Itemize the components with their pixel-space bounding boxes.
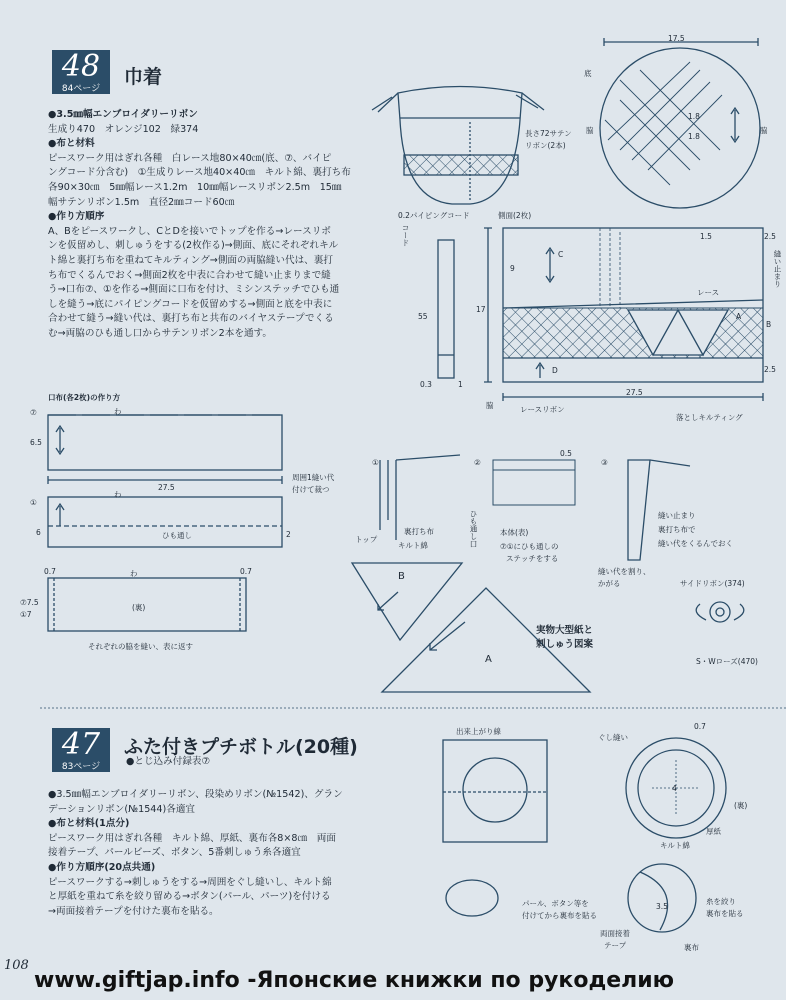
step-2: ② [474,458,481,467]
side-two-label: 側面(2枚) [498,211,532,220]
section-47-page-ref: 83ページ [61,762,101,772]
side-ribbon-label: サイドリボン(374) [680,579,745,588]
side-panel [484,228,763,401]
dim-3-5: 3.5 [656,902,668,911]
dim-27-5: 27.5 [626,388,643,397]
backside-label: (裏) [132,603,146,612]
cut-note-2: かがる [598,579,621,588]
fabric-line-47: 接着テープ、パールビーズ、ボタン、5番刺しゅう糸各適宜 [48,847,301,859]
steps-line: う→口布⑦、①を作る→側面に口布を付け、ミシンステッチでひも通 [48,284,340,296]
finish-line-label: 出来上がり線 [456,727,501,736]
steps-heading: ●作り方順序 [48,211,105,223]
himo-label: ひも通し [162,531,192,540]
section-48-badge [52,50,110,94]
pearl-note-1: パール、ボタン等を [522,899,589,908]
dim-0-5: 0.5 [560,449,572,458]
tape-note-2: テープ [604,941,627,950]
lace-label: レース [697,288,720,297]
ito-note-2: 裏布を貼る [706,909,744,918]
piping-label: 0.2パイピングコード [398,211,470,220]
cord-drawing [438,240,454,378]
materials-line: デーションリボン(№1544)各適宜 [48,803,196,815]
section-47-text [48,788,428,919]
dim-0-7-left: 0.7 [44,567,56,576]
fabric-heading: ●布と材料 [48,138,95,150]
steps-line: む→両脇のひも通し口からサテンリボン2本を通す。 [48,327,272,339]
dim-1-8-b: 1.8 [688,132,700,141]
stitch-note-2: ステッチをする [506,554,559,563]
dim-6: 6 [36,528,41,537]
mouth-1-label: ① [30,498,37,507]
dim-7: ①7 [20,610,32,619]
himo-guchi-label: ひも通し口 [469,510,478,548]
fold-note-1: 周囲1縫い代 [292,473,335,482]
steps-line: しを縫う→底にパイピングコードを仮留めする→側面と底を中表に [48,298,333,310]
side-left-label: 脇 [586,126,594,135]
materials-line: ●3.5㎜幅エンブロイダリーリボン、段染めリボン(№1542)、グラン [48,789,343,800]
circle-width: 17.5 [668,34,685,43]
side-right-label: 脇 [760,126,768,135]
mouth-fabric-title: 口布(各2枚)の作り方 [48,393,121,402]
section-47-number: 47 [61,727,101,762]
label-c: C [558,250,564,259]
section-47-title: ふた付きプチボトル(20種) [124,736,358,758]
bottom-circle [600,38,760,208]
dim-1-8-a: 1.8 [688,112,700,121]
ura-label: (裏) [734,801,748,810]
top-label: トップ [355,535,378,544]
section-48-number: 48 [61,49,101,84]
cut-note-1: 縫い代を割り、 [598,567,651,576]
section-47-badge [52,728,110,772]
dim-0-3: 0.3 [420,380,432,389]
step-3: ③ [601,458,608,467]
sw-rose-label: S・Wローズ(470) [696,657,758,666]
dim-1-5: 1.5 [700,232,712,241]
dim-9: 9 [510,264,515,273]
dim-4: 4 [672,784,677,793]
quilt-wata-label: キルト綿 [398,541,428,550]
dim-27-5-mouth: 27.5 [158,483,175,492]
page-number: 108 [4,958,29,973]
dim-0-7-47: 0.7 [694,722,706,731]
pearl-note-2: 付けてから裏布を貼る [522,911,597,920]
steps-line-47: →両面接着テープを付けた裏布を貼る。 [48,905,219,917]
fabric-heading-47: ●布と材料(1点分) [48,818,130,830]
atsugami-label: 厚紙 [706,827,721,836]
section-48-text [48,108,388,342]
dim-2-5-top: 2.5 [764,232,776,241]
dim-17: 17 [476,305,486,314]
triangle-b: B [398,571,405,582]
step-1: ① [372,458,379,467]
side-bottom-label: 脇 [486,401,494,410]
section-47-subtitle: ●とじ込み付録表⑦ [126,756,211,767]
sew-stop-label: 縫い止まり [773,250,782,288]
steps-line-47: と厚紙を重ねて糸を絞り留める→ボタン(パール、パーツ)を付ける [48,891,331,903]
stitch-note-1: ⑦①にひも通しの [500,542,559,551]
lace-ribbon-label: レースリボン [520,405,565,414]
label-b: B [766,320,772,329]
bottom-label: 底 [584,69,592,78]
cord-label: コード [401,224,410,247]
fabric-line: ングコード分含む) ①生成りレース地40×40㎝ キルト綿、裏打ち布 [48,167,351,179]
sides-note: それぞれの脇を縫い、表に返す [88,642,193,651]
ribbon-note: 長さ72サテン [525,129,572,138]
dim-55: 55 [418,312,428,321]
fabric-line: ピースワーク用はぎれ各種 白レース地80×40㎝(底、⑦、バイピ [48,152,332,164]
seam-note-2: 裏打ち布で [658,525,696,534]
dim-2: 2 [286,530,291,539]
triangle-a: A [485,654,492,665]
seam-note-3: 縫い代をくるんでおく [658,539,733,548]
dim-2-5-bottom: 2.5 [764,365,776,374]
drop-quilt-label: 落としキルティング [676,413,743,422]
steps-heading-47: ●作り方順序(20点共通) [48,861,156,873]
steps-line: ンを仮留めし、刺しゅうをする(2枚作る)→側面、底にそれぞれキル [48,240,339,252]
dim-1: 1 [458,380,463,389]
fold-label-3: わ [130,569,138,578]
urafu-label: 裏布 [684,943,699,952]
fold-label-1: わ [114,407,122,416]
gushi-label: ぐし縫い [598,733,628,742]
honkai-label: 本体(表) [500,528,529,537]
dim-6-5: 6.5 [30,438,42,447]
steps-line-47: ピースワークする→刺しゅうをする→周囲をぐし縫いし、キルト綿 [48,876,332,888]
label-a: A [736,312,742,321]
quilt-label-47: キルト綿 [660,841,690,850]
footer-text[interactable]: www.giftjap.info -Японские книжки по рукоделию [34,968,675,993]
steps-line: 合わせて縫う→縫い代は、裏打ち布と共布のバイヤステープでくる [48,313,334,325]
label-d: D [552,366,558,375]
tape-note-1: 両面接着 [600,929,630,938]
section-48-page-ref: 84ページ [61,84,101,94]
fabric-line: 幅サテンリボン1.5m 直径2㎜コード60㎝ [48,196,235,208]
dim-7-5: ⑦7.5 [20,598,39,607]
fold-note-2: 付けて裁つ [292,485,330,494]
ribbon-note-2: リボン(2本) [525,141,566,150]
ribbon-colors: 生成り470 オレンジ102 緑374 [48,123,199,135]
rose-ornament [696,602,744,622]
actual-size-2: 刺しゅう図案 [536,639,594,650]
site-footer [0,966,786,1000]
fabric-line-47: ピースワーク用はぎれ各種 キルト綿、厚紙、裏布各8×8㎝ 両面 [48,832,336,844]
section-48-title: 巾着 [124,66,163,88]
steps-line: ト綿と裏打ち布を重ねてキルティング→側面の両脇縫い代は、裏打 [48,254,333,266]
steps-line: A、Bをピースワークし、CとDを接いでトップを作る→レースリボ [48,225,331,237]
pouch-illustration [372,87,544,205]
fold-label-2: わ [114,490,122,499]
seam-note-1: 縫い止まり [658,511,696,520]
ito-note-1: 糸を絞り [706,897,736,906]
urauchi-label: 裏打ち布 [404,527,434,536]
mouth-7-label: ⑦ [30,408,37,417]
actual-size-1: 実物大型紙と [536,625,594,636]
dim-0-7-right: 0.7 [240,567,252,576]
steps-line: ち布でくるんでおく→側面2枚を中表に合わせて縫い止まりまで縫 [48,269,331,281]
fabric-line: 各90×30㎝ 5㎜幅レース1.2m 10㎜幅レースリボン2.5m 15㎜ [48,181,342,193]
mouth-fabric-rects [48,415,282,631]
ribbon-heading: ●3.5㎜幅エンブロイダリーリボン [48,109,198,120]
